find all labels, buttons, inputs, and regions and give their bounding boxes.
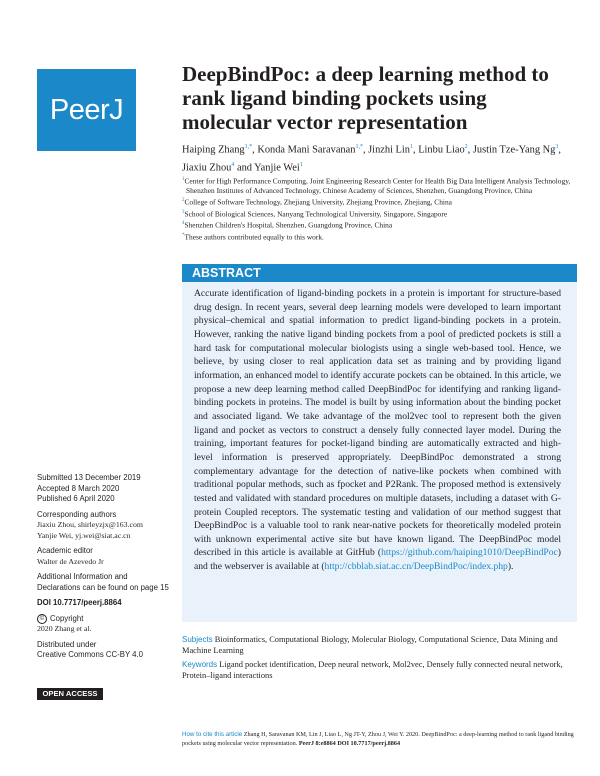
copyright-icon: © — [37, 614, 47, 624]
author-affiliation-ref: 3 — [555, 144, 559, 150]
submitted-date: Submitted 13 December 2019 — [37, 473, 141, 482]
affiliation-number: 1 — [182, 177, 185, 182]
abstract-text — [194, 287, 561, 574]
citation-journal: PeerJ 8:e8864 DOI 10.7717/peerj.8864 — [298, 740, 401, 747]
author-affiliation-ref: 1,* — [355, 144, 363, 150]
citation — [182, 730, 577, 748]
citation-label: How to cite this article — [182, 731, 243, 738]
corresponding-label: Corresponding authors — [37, 509, 117, 519]
affiliation-number: 2 — [182, 198, 185, 204]
affiliation-number: * — [182, 232, 185, 238]
abstract-body-end: ). — [507, 561, 514, 573]
affiliation-item — [182, 219, 577, 230]
author-name: Haiping Zhang — [182, 144, 245, 156]
editor-label: Academic editor — [37, 546, 93, 555]
author-affiliation-ref: 1 — [410, 144, 413, 150]
subjects — [182, 634, 577, 656]
affiliation-item — [182, 231, 577, 242]
additional-info: Additional Information and Declarations can be found on page 15 — [37, 572, 169, 592]
distributed-label: Distributed under — [37, 639, 97, 649]
affiliation-text: Center for High Performance Computing, Joint Engineering Research Center for Health Big Data Intelligent Analysis Technology, Shenzhen Institutes of Advanced Technology, Chinese Academy of Sciences, Shenzhen, Guangdong Province, China — [184, 176, 571, 196]
abstract-section — [182, 282, 577, 622]
keywords — [182, 659, 577, 681]
copyright — [37, 614, 172, 625]
article-title: DeepBindPoc: a deep learning method to rank ligand binding pockets using molecular vector representation — [182, 62, 549, 134]
accepted-date: Accepted 8 March 2020 — [37, 483, 120, 493]
author-name: Konda Mani Saravanan — [257, 144, 356, 156]
affiliation-number: 3 — [182, 209, 185, 215]
publication-dates — [37, 473, 172, 661]
github-link[interactable]: https://github.com/haiping1010/DeepBindPoc — [381, 547, 558, 559]
abstract-body: Accurate identification of ligand-binding pockets in a protein is important for structure-based drug design. In recent years, several deep learning models were developed to learn important physical–chemical and spatial information to predict ligand-binding pockets in a protein. However, ranking the native ligand binding pockets from a pool of predicted pockets is still a hard task for computational molecular biologists using a single web-based tool. Hence, we believe, by using closer to real application data set as training and by providing ligand information, an enhanced model to identify accurate pockets can be obtained. In this article, we propose a new deep learning method called DeepBindPoc for identifying and ranking ligand-binding pockets in proteins. The model is built by using information about the binding pocket and associated ligand. We take advantage of the mol2vec tool to represent both the given ligand and pocket as vectors to construct a densely fully connected layer model. During the training, important features for pocket-ligand binding are automatically extracted and high-level information is preserved appropriately. DeepBindPoc demonstrated a strong complementary advantage for the detection of native-like pockets when combined with traditional popular methods, such as fpocket and P2Rank. The proposed method is extensively tested and validated with standard procedures on multiple datasets, including a dataset with G-protein Coupled receptors. The systematic testing and validation of our method suggest that DeepBindPoc is a valuable tool to rank near-native pockets for theoretically modeled protein with unknown experimental active site but have known ligand. The DeepBindPoc model described in this article is available at GitHub ( — [194, 288, 561, 559]
affiliation-text: College of Software Technology, Zhejiang University, Zhejiang Province, Zhejiang, China — [184, 197, 452, 207]
keywords-text: Ligand pocket identification, Deep neural network, Mol2vec, Densely fully connected neural network, Protein–ligand interactions — [182, 660, 563, 681]
corresponding-author[interactable]: Jiaxiu Zhou, shirleyzjx@163.com — [37, 520, 143, 529]
author-name: Yanjie Wei — [254, 162, 300, 174]
author-affiliation-ref: 4 — [231, 161, 235, 168]
citation-text: Zhang H, Saravanan KM, Lin J, Liao L, Ng JT-Y, Zhou J, Wei Y. 2020. DeepBindPoc: a deep-learning method to rank ligand binding pockets using molecular vector representation. — [182, 731, 574, 747]
license[interactable]: Creative Commons CC-BY 4.0 — [37, 650, 144, 660]
author-affiliation-ref: 1 — [299, 161, 303, 168]
author-affiliation-ref: 1,* — [244, 144, 253, 150]
webserver-link[interactable]: http://cbblab.siat.ac.cn/DeepBindPoc/index.php — [324, 561, 508, 573]
affiliation-item — [182, 175, 577, 196]
author-list: Haiping Zhang$^{1,*}$, Konda Mani Saravanan$^{1,*}$, Jinzhi Lin$^1$, Linbu Liao$^2$, Justin Tze-Yang Ng$^3$, Jiaxiu Zhou$^4$ and Yanjie Wei$^1$ — [182, 144, 561, 174]
author-name: Jiaxiu Zhou — [182, 162, 232, 174]
affiliation-number: 4 — [182, 221, 185, 227]
affiliation-item — [182, 208, 577, 219]
affiliation-text: These authors contributed equally to this work. — [184, 232, 324, 242]
affiliation-list — [182, 175, 577, 242]
editor-name: Walter de Azevedo Jr — [37, 556, 104, 566]
open-access-badge: OPEN ACCESS — [37, 688, 103, 700]
doi[interactable]: DOI 10.7717/peerj.8864 — [37, 598, 122, 607]
subjects-text: Bioinformatics, Computational Biology, Molecular Biology, Computational Science, Data Mining and Machine Learning — [182, 635, 558, 656]
affiliation-text: School of Biological Sciences, Nanyang Technological University, Singapore, Singapore — [184, 209, 448, 219]
abstract-heading: ABSTRACT — [182, 264, 577, 282]
author-name: Jinzhi Lin — [368, 144, 410, 156]
keywords-label: Keywords — [182, 660, 218, 669]
affiliation-item — [182, 196, 577, 207]
affiliation-text: Shenzhen Children's Hospital, Shenzhen, Guangdong Province, China — [184, 220, 393, 230]
author-affiliation-ref: 2 — [464, 144, 468, 150]
author-name: Linbu Liao — [418, 144, 465, 156]
subjects-label: Subjects — [182, 635, 213, 644]
author-name: Justin Tze-Yang Ng — [472, 144, 556, 156]
copyright-holder: 2020 Zhang et al. — [37, 624, 92, 634]
published-date: Published 6 April 2020 — [37, 494, 115, 503]
abstract-body-middle: ) and the webserver is available at ( — [194, 547, 561, 573]
peerj-logo: PeerJ — [37, 69, 136, 151]
corresponding-author[interactable]: Yanjie Wei, yj.wei@siat.ac.cn — [37, 530, 131, 540]
copyright-label: Copyright — [50, 613, 84, 623]
